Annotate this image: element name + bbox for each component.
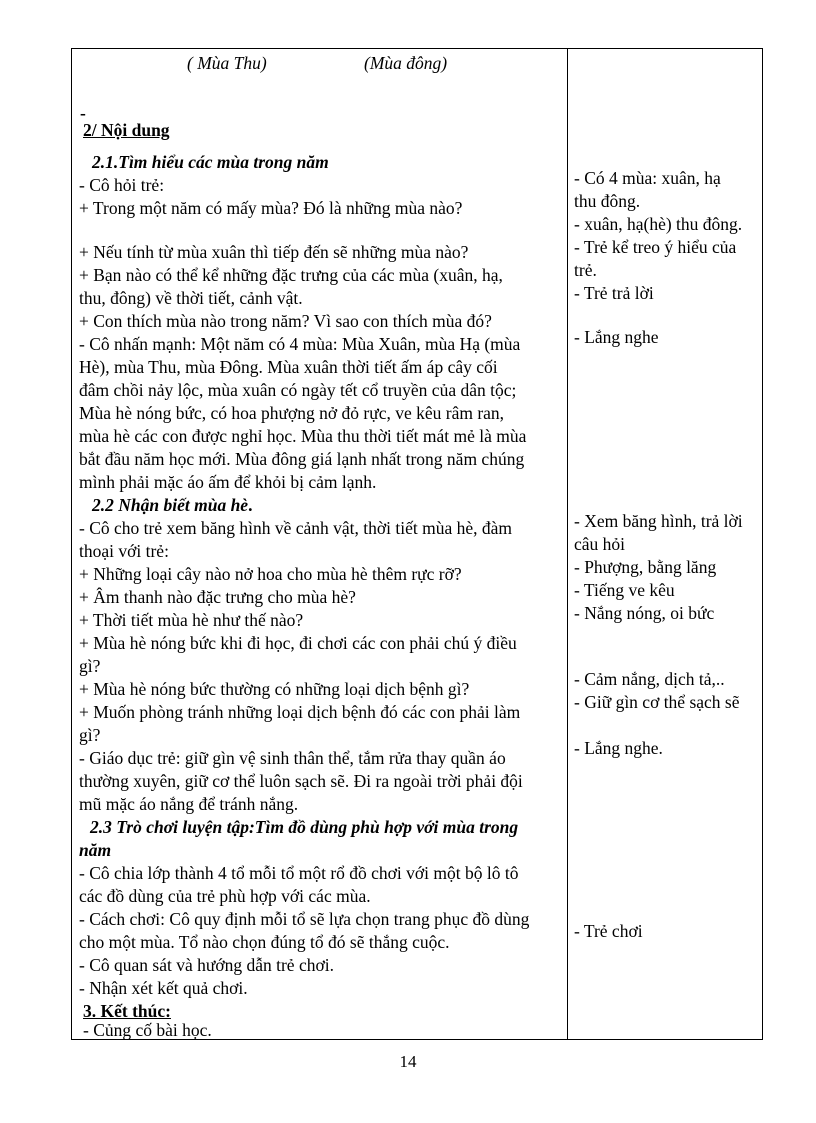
left-line: + Mùa hè nóng bức thường có những loại dịch bệnh gì? xyxy=(79,679,470,699)
left-line: mũ mặc áo nắng để tránh nắng. xyxy=(79,794,299,814)
response-line: - Có 4 mùa: xuân, hạ xyxy=(574,168,721,188)
section-3-title: 3. Kết thúc: xyxy=(83,1001,171,1021)
left-line: + Mùa hè nóng bức khi đi học, đi chơi các con phải chú ý điều xyxy=(79,633,517,653)
response-line: - Xem băng hình, trả lời xyxy=(574,511,743,531)
column-divider xyxy=(567,49,568,1039)
left-line: mình phải mặc áo ấm để khỏi bị cảm lạnh. xyxy=(79,472,377,492)
left-line: + Bạn nào có thể kể những đặc trưng của các mùa (xuân, hạ, xyxy=(79,265,503,285)
left-line: + Thời tiết mùa hè như thế nào? xyxy=(79,610,304,630)
response-line: trẻ. xyxy=(574,260,597,280)
left-line: + Muốn phòng tránh những loại dịch bệnh đó các con phải làm xyxy=(79,702,521,722)
left-line: Mùa hè nóng bức, có hoa phượng nở đỏ rực, ve kêu râm ran, xyxy=(79,403,505,423)
stray-dash: - xyxy=(80,103,86,123)
left-line: - Giáo dục trẻ: giữ gìn vệ sinh thân thể, tắm rửa thay quần áo xyxy=(79,748,506,768)
left-line: cho một mùa. Tổ nào chọn đúng tổ đó sẽ thắng cuộc. xyxy=(79,932,450,952)
left-line: mùa hè các con được nghỉ học. Mùa thu thời tiết mát mẻ là mùa xyxy=(79,426,527,446)
subsection-2-3-title: 2.3 Trò chơi luyện tập:Tìm đồ dùng phù hợp với mùa trong xyxy=(90,817,519,837)
subsection-2-2-label: 2.2 Nhận biết mùa hè xyxy=(92,495,249,515)
left-line: - Nhận xét kết quả chơi. xyxy=(79,978,248,998)
response-line: - Trẻ trả lời xyxy=(574,283,654,303)
response-line: - Lắng nghe xyxy=(574,327,659,347)
left-line: + Những loại cây nào nở hoa cho mùa hè thêm rực rỡ? xyxy=(79,564,462,584)
response-line: - Trẻ chơi xyxy=(574,921,643,941)
left-line: thu, đông) về thời tiết, cảnh vật. xyxy=(79,288,303,308)
response-line: - Trẻ kể treo ý hiểu của xyxy=(574,237,737,257)
left-line: - Củng cố bài học. xyxy=(83,1020,212,1040)
response-line: thu đông. xyxy=(574,191,641,211)
season-autumn-label: ( Mùa Thu) xyxy=(187,53,267,73)
left-line: gì? xyxy=(79,656,101,676)
left-line: thường xuyên, giữ cơ thể luôn sạch sẽ. Đi ra ngoài trời phải đội xyxy=(79,771,523,791)
response-line: câu hỏi xyxy=(574,534,626,554)
response-line: - Tiếng ve kêu xyxy=(574,580,675,600)
left-line: - Cô chia lớp thành 4 tổ mỗi tổ một rổ đồ chơi với một bộ lô tô xyxy=(79,863,519,883)
left-line: - Cô hỏi trẻ: xyxy=(79,175,165,195)
response-line: - Nắng nóng, oi bức xyxy=(574,603,715,623)
left-line: đâm chồi nảy lộc, mùa xuân có ngày tết cổ truyền của dân tộc; xyxy=(79,380,517,400)
left-line: gì? xyxy=(79,725,101,745)
left-line: các đồ dùng của trẻ phù hợp với các mùa. xyxy=(79,886,371,906)
response-line: - Lắng nghe. xyxy=(574,738,663,758)
subsection-2-1-title: 2.1.Tìm hiểu các mùa trong năm xyxy=(92,152,329,172)
left-line: thoại với trẻ: xyxy=(79,541,169,561)
left-line: + Nếu tính từ mùa xuân thì tiếp đến sẽ những mùa nào? xyxy=(79,242,469,262)
lesson-table xyxy=(71,48,763,1040)
left-line: - Cách chơi: Cô quy định mỗi tổ sẽ lựa chọn trang phục đồ dùng xyxy=(79,909,530,929)
left-line: + Con thích mùa nào trong năm? Vì sao con thích mùa đó? xyxy=(79,311,492,331)
season-winter-label: (Mùa đông) xyxy=(364,53,448,73)
response-line: - Phượng, bằng lăng xyxy=(574,557,717,577)
response-line: - xuân, hạ(hè) thu đông. xyxy=(574,214,743,234)
subsection-2-2-title xyxy=(92,495,252,515)
left-line: + Trong một năm có mấy mùa? Đó là những mùa nào? xyxy=(79,198,463,218)
subsection-2-3-title-cont: năm xyxy=(79,840,112,860)
left-line: - Cô quan sát và hướng dẫn trẻ chơi. xyxy=(79,955,334,975)
left-line: + Âm thanh nào đặc trưng cho mùa hè? xyxy=(79,587,356,607)
left-line: Hè), mùa Thu, mùa Đông. Mùa xuân thời tiết ấm áp cây cối xyxy=(79,357,498,377)
subsection-2-2-dot: . xyxy=(248,495,253,515)
response-line: - Cảm nắng, dịch tả,.. xyxy=(574,669,725,689)
page-number: 14 xyxy=(399,1052,417,1071)
left-line: - Cô nhấn mạnh: Một năm có 4 mùa: Mùa Xuân, mùa Hạ (mùa xyxy=(79,334,521,354)
response-line: - Giữ gìn cơ thể sạch sẽ xyxy=(574,692,740,712)
section-2-title: 2/ Nội dung xyxy=(83,120,170,140)
left-line: bắt đầu năm học mới. Mùa đông giá lạnh nhất trong năm chúng xyxy=(79,449,525,469)
left-line: - Cô cho trẻ xem băng hình về cảnh vật, thời tiết mùa hè, đàm xyxy=(79,518,513,538)
